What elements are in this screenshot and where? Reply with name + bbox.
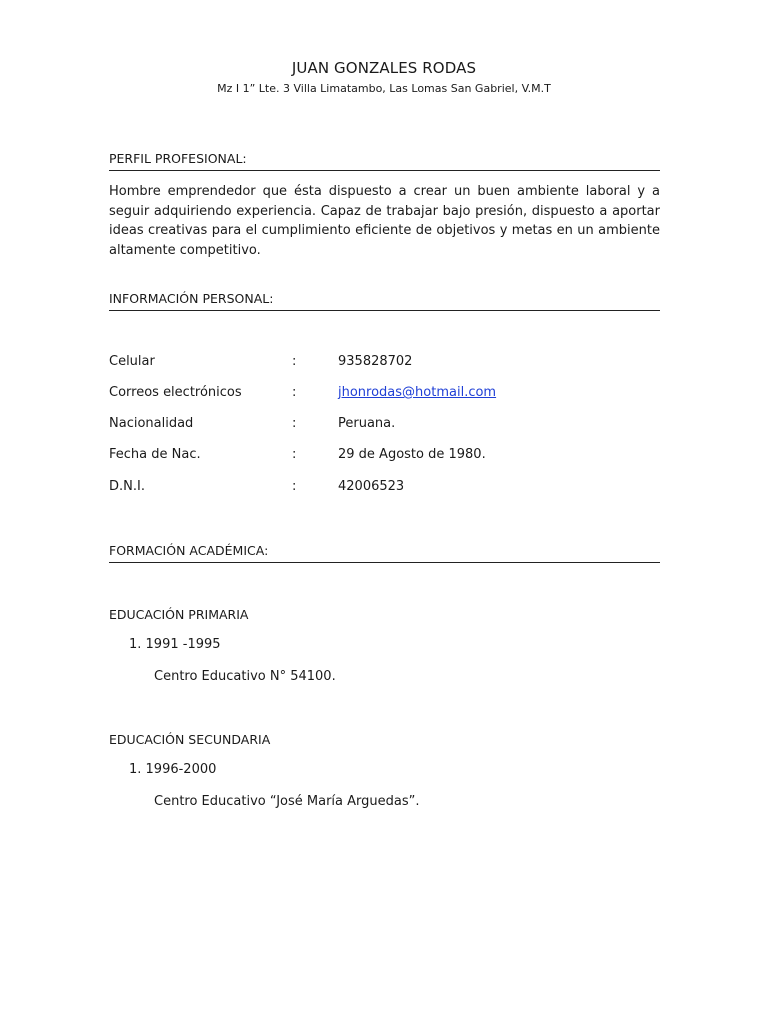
info-label: Nacionalidad (109, 416, 194, 431)
info-separator: : (292, 385, 297, 400)
list-item-secundaria: 1. 1996-2000 (129, 762, 217, 777)
info-separator: : (292, 447, 297, 462)
info-label: Fecha de Nac. (109, 447, 201, 462)
candidate-name: JUAN GONZALES RODAS (291, 59, 477, 77)
info-value: 42006523 (338, 479, 405, 494)
section-heading-perfil: PERFIL PROFESIONAL: (109, 151, 660, 171)
school-secundaria: Centro Educativo “José María Arguedas”. (154, 794, 420, 809)
info-row-fecha (109, 447, 660, 467)
info-value: 935828702 (338, 354, 413, 369)
subheading-primaria: EDUCACIÓN PRIMARIA (109, 607, 249, 622)
section-heading-info: INFORMACIÓN PERSONAL: (109, 291, 660, 311)
profile-text: Hombre emprendedor que ésta dispuesto a crear un buen ambiente laboral y a seguir adquiriendo experiencia. Capaz de trabajar bajo presión, dispuesto a aportar ideas creativas para el cumplimiento eficiente de objetivos y metas en un ambiente altamente competitivo. (109, 184, 660, 258)
info-label: D.N.I. (109, 479, 145, 494)
info-row-correo (109, 385, 660, 405)
section-heading-formacion: FORMACIÓN ACADÉMICA: (109, 543, 660, 563)
info-separator: : (292, 416, 297, 431)
info-separator: : (292, 354, 297, 369)
info-row-nacionalidad (109, 416, 660, 436)
info-separator: : (292, 479, 297, 494)
candidate-address: Mz I 1” Lte. 3 Villa Limatambo, Las Lomas San Gabriel, V.M.T (217, 82, 551, 95)
info-label: Correos electrónicos (109, 385, 242, 400)
info-row-celular (109, 354, 660, 374)
subheading-secundaria: EDUCACIÓN SECUNDARIA (109, 732, 271, 747)
info-label: Celular (109, 354, 155, 369)
email-link[interactable]: jhonrodas@hotmail.com (338, 385, 497, 400)
info-row-dni (109, 479, 660, 499)
info-value: Peruana. (338, 416, 396, 431)
school-primaria: Centro Educativo N° 54100. (154, 669, 336, 684)
list-item-primaria: 1. 1991 -1995 (129, 637, 221, 652)
info-value: 29 de Agosto de 1980. (338, 447, 486, 462)
